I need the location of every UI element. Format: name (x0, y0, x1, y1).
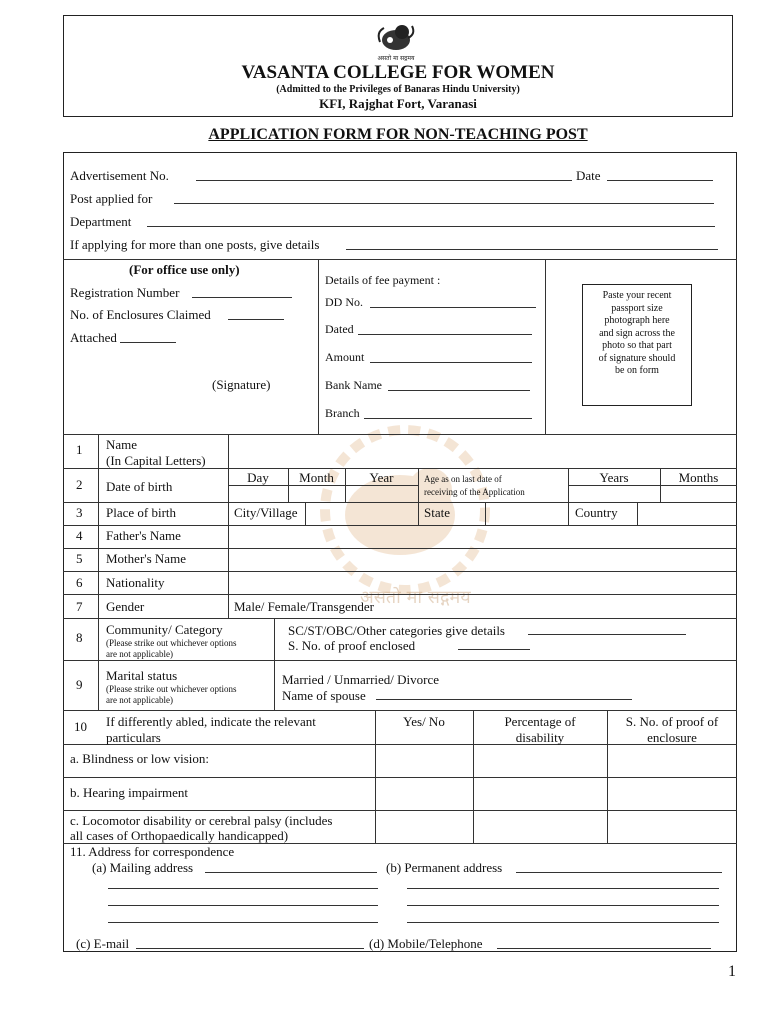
proof-header-1: S. No. of proof of (625, 714, 719, 729)
college-name: VASANTA COLLEGE FOR WOMEN (241, 62, 555, 83)
photo-line: be on form (615, 365, 659, 376)
post-label: Post applied for (70, 191, 153, 206)
divider (63, 660, 737, 661)
age-label-line1: Age as on last date of (424, 474, 502, 484)
permanent-address-line[interactable] (407, 910, 719, 923)
marital-note-1: (Please strike out whichever options (106, 684, 237, 694)
date-label: Date (576, 168, 601, 183)
marital-options[interactable]: Married / Unmarried/ Divorce (282, 672, 440, 687)
enclosures-label: No. of Enclosures Claimed (70, 307, 211, 322)
address-title: 11. Address for correspondence (70, 844, 235, 859)
disability-blindness: a. Blindness or low vision: (70, 751, 210, 766)
category-proof-input[interactable] (458, 637, 530, 650)
photo-line: passport size (611, 302, 663, 314)
mailing-address-line[interactable] (108, 893, 378, 906)
nationality-label: Nationality (106, 575, 165, 590)
date-input[interactable] (607, 168, 713, 181)
row-number: 6 (76, 575, 83, 590)
dob-day-label: Day (247, 470, 269, 485)
category-proof-label: S. No. of proof enclosed (288, 638, 416, 653)
divider (63, 618, 737, 619)
state-input[interactable] (486, 503, 567, 524)
dob-month-input[interactable] (289, 486, 344, 501)
advertisement-label: Advertisement No. (70, 168, 169, 183)
age-label-line2: receiving of the Application (424, 487, 525, 497)
row-number: 1 (76, 442, 83, 457)
category-note-1: (Please strike out whichever options (106, 638, 237, 648)
branch-label: Branch (325, 406, 360, 420)
photo-line: Paste your recent (602, 290, 672, 301)
disability-label-1: If differently abled, indicate the relevant (106, 714, 316, 729)
photo-line: and sign across the (599, 327, 675, 339)
form-title: APPLICATION FORM FOR NON-TEACHING POST (208, 126, 588, 143)
row-number: 3 (76, 505, 83, 520)
row-number: 5 (76, 551, 83, 566)
age-years-input[interactable] (569, 486, 659, 501)
registration-label: Registration Number (70, 285, 180, 300)
row-number: 8 (76, 630, 83, 645)
email-input[interactable] (136, 936, 364, 949)
state-label: State (424, 505, 450, 520)
divider (63, 468, 737, 469)
registration-input[interactable] (192, 285, 292, 298)
multiple-posts-input[interactable] (346, 237, 718, 250)
name-label: Name (106, 437, 138, 452)
percentage-header-2: disability (515, 730, 565, 745)
divider (274, 618, 275, 710)
college-logo (374, 20, 418, 56)
name-input[interactable] (229, 435, 736, 467)
row-number: 9 (76, 677, 83, 692)
multiple-posts-label: If applying for more than one posts, give details (70, 237, 320, 252)
dob-year-label: Year (369, 470, 394, 485)
fee-title: Details of fee payment : (325, 273, 441, 287)
divider (63, 710, 737, 711)
enclosures-input[interactable] (228, 307, 284, 320)
row-number: 10 (74, 719, 87, 734)
age-years-label: Years (599, 470, 629, 485)
father-name-input[interactable] (229, 526, 736, 547)
yes-no-header: Yes/ No (403, 714, 445, 729)
permanent-address-label: (b) Permanent address (386, 860, 503, 875)
divider (418, 468, 419, 502)
country-input[interactable] (638, 503, 736, 524)
mailing-address-label: (a) Mailing address (92, 860, 194, 875)
amount-input[interactable] (370, 350, 532, 363)
amount-label: Amount (325, 350, 365, 364)
mother-name-input[interactable] (229, 549, 736, 570)
divider (318, 259, 319, 434)
affiliation: (Admitted to the Privileges of Banaras Hindu University) (276, 84, 520, 95)
logo-motto: असतो मा सद्गमय (377, 55, 415, 62)
country-label: Country (575, 505, 618, 520)
attached-input[interactable] (120, 330, 176, 343)
divider (418, 502, 419, 525)
city-label: City/Village (234, 505, 298, 520)
photo-line: of signature should (598, 352, 676, 364)
dd-no-input[interactable] (370, 295, 536, 308)
nationality-input[interactable] (229, 572, 736, 593)
bank-name-label: Bank Name (325, 378, 382, 392)
mailing-address-line[interactable] (108, 876, 378, 889)
department-label: Department (70, 214, 132, 229)
attached-label: Attached (70, 330, 117, 345)
name-sublabel: (In Capital Letters) (106, 453, 206, 468)
locomotor-yes-no-input[interactable] (376, 811, 472, 842)
department-input[interactable] (147, 214, 715, 227)
disability-locomotor-2: all cases of Orthopaedically handicapped) (70, 828, 289, 843)
divider (568, 502, 569, 525)
age-months-input[interactable] (661, 486, 736, 501)
mother-name-label: Mother's Name (106, 551, 186, 566)
disability-label-2: particulars (106, 730, 161, 745)
mailing-address-input[interactable] (205, 860, 377, 873)
category-details-label: SC/ST/OBC/Other categories give details (288, 623, 505, 638)
spouse-label: Name of spouse (282, 688, 366, 703)
page-number: 1 (728, 963, 736, 980)
email-label: (c) E-mail (76, 936, 130, 951)
permanent-address-input[interactable] (516, 860, 722, 873)
photo-line: photo so that part (602, 340, 672, 351)
category-note-2: are not applicable) (106, 649, 173, 659)
watermark-text: असतो मा सद्गमय (360, 587, 471, 608)
disability-hearing: b. Hearing impairment (70, 785, 189, 800)
mobile-label: (d) Mobile/Telephone (369, 936, 483, 951)
mailing-address-line[interactable] (108, 910, 378, 923)
divider (63, 259, 737, 260)
college-address: KFI, Rajghat Fort, Varanasi (319, 96, 477, 111)
percentage-header-1: Percentage of (504, 714, 576, 729)
office-use-title: (For office use only) (129, 262, 240, 277)
mobile-input[interactable] (497, 936, 711, 949)
permanent-address-line[interactable] (407, 876, 719, 889)
dob-year-input[interactable] (346, 486, 417, 501)
row-number: 7 (76, 599, 83, 614)
permanent-address-line[interactable] (407, 893, 719, 906)
divider (545, 259, 546, 434)
city-input[interactable] (306, 503, 417, 524)
disability-locomotor-1: c. Locomotor disability or cerebral palsy (includes (70, 813, 333, 828)
dd-no-label: DD No. (325, 295, 363, 309)
office-signature: (Signature) (212, 377, 271, 392)
gender-options[interactable]: Male/ Female/Transgender (234, 599, 374, 614)
blindness-yes-no-input[interactable] (376, 745, 472, 776)
birthplace-label: Place of birth (106, 505, 177, 520)
divider (98, 434, 99, 710)
dated-input[interactable] (358, 322, 532, 335)
row-number: 4 (76, 528, 83, 543)
hearing-yes-no-input[interactable] (376, 778, 472, 809)
spouse-input[interactable] (376, 687, 632, 700)
category-label: Community/ Category (106, 622, 223, 637)
photo-instructions (584, 290, 690, 378)
bank-name-input[interactable] (388, 378, 530, 391)
gender-label: Gender (106, 599, 145, 614)
post-input[interactable] (174, 191, 714, 204)
branch-input[interactable] (364, 406, 532, 419)
divider (63, 594, 737, 595)
advertisement-input[interactable] (196, 168, 572, 181)
photo-line: photograph here (604, 315, 670, 326)
father-name-label: Father's Name (106, 528, 181, 543)
age-months-label: Months (678, 470, 719, 485)
dob-label: Date of birth (106, 479, 173, 494)
proof-header-2: enclosure (647, 730, 697, 745)
category-details-input[interactable] (528, 622, 686, 635)
dated-label: Dated (325, 322, 354, 336)
marital-label: Marital status (106, 668, 178, 683)
row-number: 2 (76, 477, 83, 492)
dob-day-input[interactable] (229, 486, 287, 501)
marital-note-2: are not applicable) (106, 695, 173, 705)
dob-month-label: Month (299, 470, 334, 485)
